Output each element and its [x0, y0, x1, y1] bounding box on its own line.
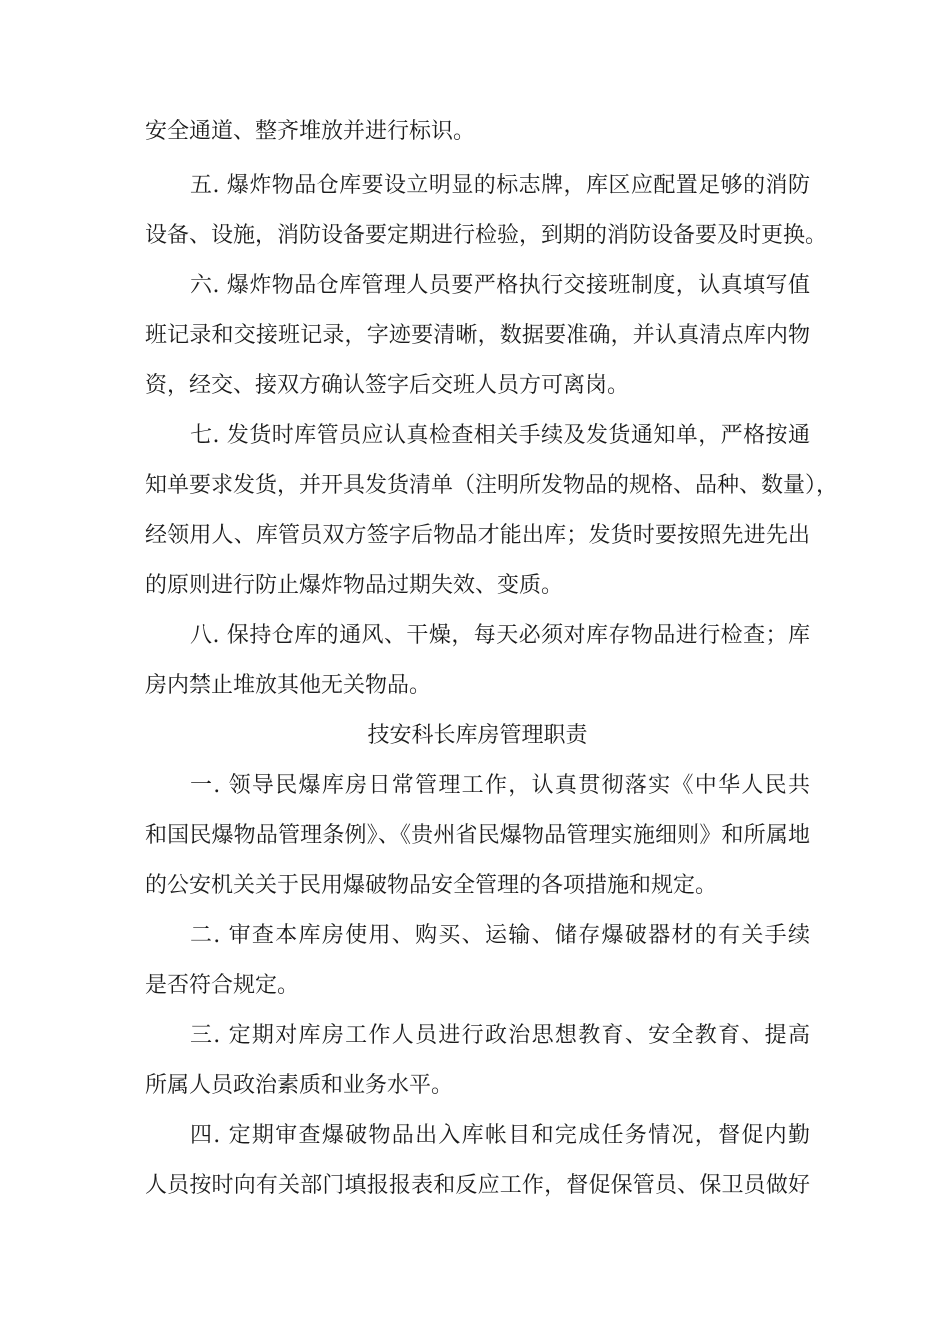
paragraph-line: 资，经交、接双方确认签字后交班人员方可离岗。	[145, 373, 630, 398]
paragraph-line: 八. 保持仓库的通风、干燥，每天必须对库存物品进行检查；库	[190, 623, 810, 648]
paragraph-line: 所属人员政治素质和业务水平。	[145, 1073, 454, 1098]
paragraph-line: 人员按时向有关部门填报报表和反应工作，督促保管员、保卫员做好	[145, 1173, 810, 1198]
paragraph-line: 的原则进行防止爆炸物品过期失效、变质。	[145, 573, 564, 598]
paragraph-line: 班记录和交接班记录，字迹要清晰，数据要准确，并认真清点库内物	[145, 323, 810, 348]
paragraph-line: 四. 定期审查爆破物品出入库帐目和完成任务情况，督促内勤	[190, 1123, 810, 1148]
paragraph-line: 六. 爆炸物品仓库管理人员要严格执行交接班制度，认真填写值	[190, 273, 810, 298]
paragraph-line: 设备、设施，消防设备要定期进行检验，到期的消防设备要及时更换。	[145, 223, 828, 248]
paragraph-line: 七. 发货时库管员应认真检查相关手续及发货通知单，严格按通	[190, 423, 810, 448]
paragraph-line: 安全通道、整齐堆放并进行标识。	[145, 119, 476, 144]
paragraph-line: 和国民爆物品管理条例》、《贵州省民爆物品管理实施细则》和所属地	[145, 823, 810, 848]
paragraph-line: 知单要求发货，并开具发货清单（注明所发物品的规格、品种、数量），	[145, 473, 839, 498]
paragraph-line: 房内禁止堆放其他无关物品。	[145, 673, 432, 698]
paragraph-line: 是否符合规定。	[145, 973, 300, 998]
paragraph-line: 的公安机关关于民用爆破物品安全管理的各项措施和规定。	[145, 873, 718, 898]
paragraph-line: 三. 定期对库房工作人员进行政治思想教育、安全教育、提高	[190, 1023, 810, 1048]
section-heading: 技安科长库房管理职责	[367, 723, 588, 748]
paragraph-line: 二. 审查本库房使用、购买、运输、储存爆破器材的有关手续	[190, 923, 810, 948]
paragraph-line: 经领用人、库管员双方签字后物品才能出库；发货时要按照先进先出	[145, 523, 810, 548]
paragraph-line: 一. 领导民爆库房日常管理工作，认真贯彻落实《中华人民共	[190, 773, 810, 798]
paragraph-line: 五. 爆炸物品仓库要设立明显的标志牌，库区应配置足够的消防	[190, 173, 810, 198]
